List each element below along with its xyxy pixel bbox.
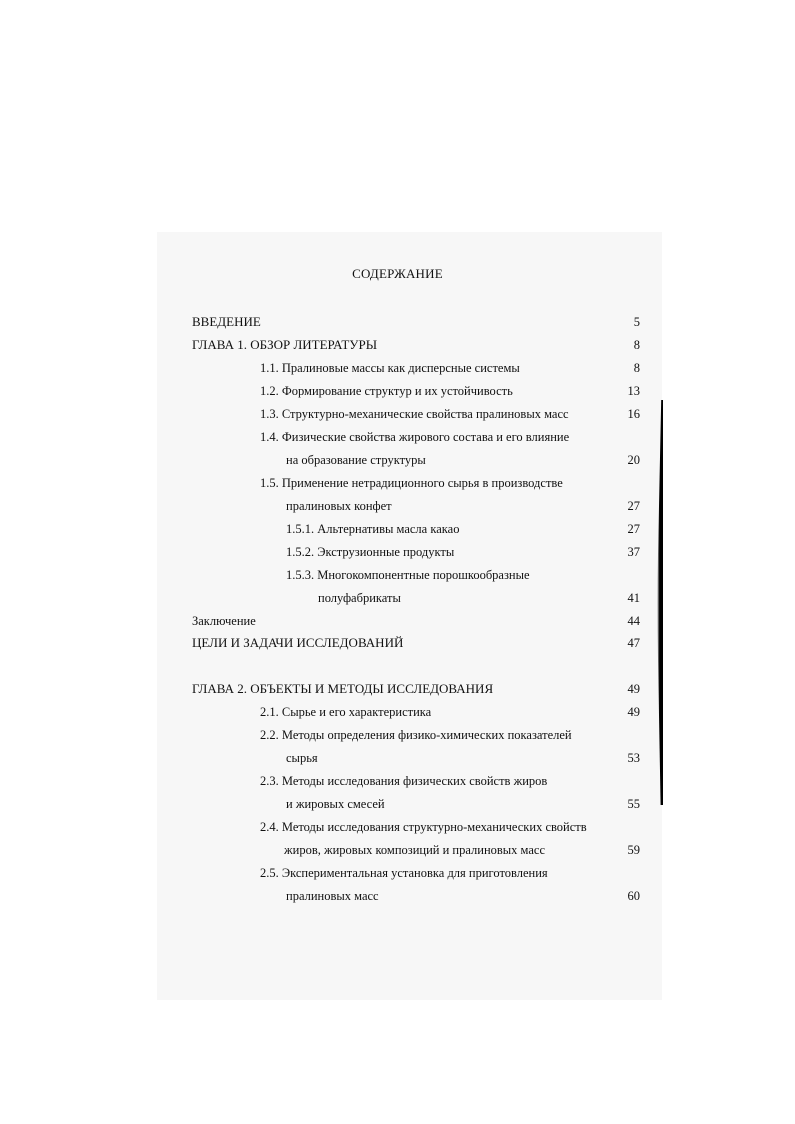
- toc-entry-text: сырья: [286, 751, 318, 765]
- toc-entry-page: 8: [633, 361, 640, 375]
- toc-entry-page: 41: [627, 591, 640, 605]
- toc-entry-text: 2.4. Методы исследования структурно-механических свойств: [260, 820, 587, 834]
- toc-entry-text: 1.4. Физические свойства жирового состава и его влияние: [260, 430, 570, 444]
- toc-entry-text: пралиновых конфет: [286, 499, 392, 513]
- toc-entry-text: 2.1. Сырье и его характеристика: [260, 705, 432, 719]
- toc-entry-page: 13: [627, 384, 640, 398]
- toc-entry-text: 1.5.2. Экструзионные продукты: [286, 545, 455, 559]
- toc-entry-text: 1.5.1. Альтернативы масла какао: [286, 522, 460, 536]
- toc-entry-text: Заключение: [192, 614, 256, 628]
- toc-entry-page: 59: [627, 843, 640, 857]
- toc-entry-page: 49: [627, 705, 640, 719]
- toc-entry-page: 5: [633, 315, 640, 329]
- toc-entry-text: ГЛАВА 1. ОБЗОР ЛИТЕРАТУРЫ: [192, 337, 378, 352]
- toc-entry-text: 1.2. Формирование структур и их устойчивость: [260, 384, 513, 398]
- toc-entry-page: 44: [627, 614, 640, 628]
- toc-entry-page: 60: [627, 889, 640, 903]
- toc-entry-text: 1.3. Структурно-механические свойства пралиновых масс: [260, 407, 569, 421]
- toc-entry-text: 2.5. Экспериментальная установка для приготовления: [260, 866, 548, 880]
- toc-entry-text: 1.1. Пралиновые массы как дисперсные системы: [260, 361, 520, 375]
- toc-entry-text: 1.5. Применение нетрадиционного сырья в производстве: [260, 476, 563, 490]
- toc-entry-text: и жировых смесей: [286, 797, 385, 811]
- toc-entry-page: 53: [627, 751, 640, 765]
- toc-entry-text: полуфабрикаты: [318, 591, 401, 605]
- toc-entry-page: 8: [633, 338, 640, 352]
- toc-entry-text: ЦЕЛИ И ЗАДАЧИ ИССЛЕДОВАНИЙ: [192, 635, 404, 650]
- toc-entry-page: 20: [627, 453, 640, 467]
- toc-entry-page: 49: [627, 682, 640, 696]
- toc-entry-page: 27: [627, 522, 640, 536]
- toc-entry-text: пралиновых масс: [286, 889, 379, 903]
- toc-entry-text: ГЛАВА 2. ОБЪЕКТЫ И МЕТОДЫ ИССЛЕДОВАНИЯ: [192, 681, 494, 696]
- toc-entry-text: жиров, жировых композиций и пралиновых масс: [284, 843, 546, 857]
- toc-entry-page: 37: [627, 545, 640, 559]
- toc-entry-text: 2.2. Методы определения физико-химических показателей: [260, 728, 572, 742]
- toc-entry-text: 1.5.3. Многокомпонентные порошкообразные: [286, 568, 530, 582]
- page-title: СОДЕРЖАНИЕ: [352, 266, 443, 281]
- toc-entry-page: 27: [627, 499, 640, 513]
- toc-entry-text: 2.3. Методы исследования физических свойств жиров: [260, 774, 548, 788]
- toc-entry-text: на образование структуры: [286, 453, 426, 467]
- toc-entry-page: 47: [627, 636, 640, 650]
- toc-entry-text: ВВЕДЕНИЕ: [192, 314, 261, 329]
- toc-entry-page: 55: [627, 797, 640, 811]
- toc-entry-page: 16: [627, 407, 640, 421]
